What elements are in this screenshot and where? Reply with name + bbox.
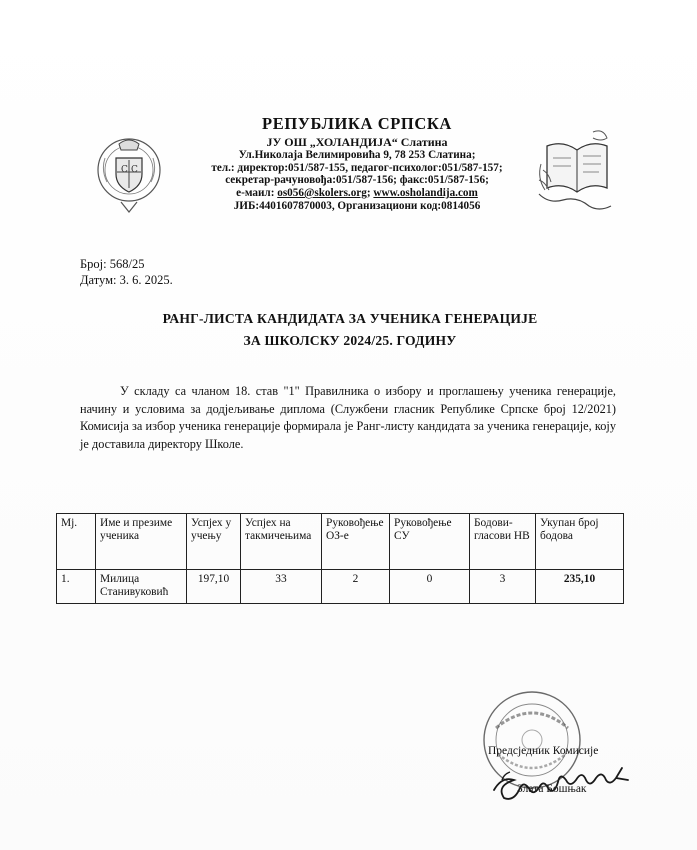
signature-name: Злата Бошњак — [517, 783, 587, 795]
col-name-header: Име и презиме ученика — [96, 514, 187, 570]
document-date: Датум: 3. 6. 2025. — [80, 273, 173, 287]
letterhead — [95, 110, 615, 225]
col-total-header: Укупан број бодова — [536, 514, 624, 570]
document-meta — [80, 256, 173, 288]
table-row — [57, 570, 624, 604]
school-ids: ЈИБ:4401607870003, Организациони код:0814056 — [233, 199, 481, 212]
website-link[interactable]: www.osholandija.com — [373, 186, 478, 199]
handwritten-signature-icon — [484, 750, 654, 810]
svg-text:С: С — [121, 165, 128, 175]
cell-competitions: 33 — [241, 570, 322, 604]
school-address: Ул.Николаја Велимировића 9, 78 253 Слатина; — [238, 149, 476, 162]
cell-oz: 2 — [322, 570, 390, 604]
body-paragraph: У складу са чланом 18. став "1" Правилника о избору и проглашењу ученика генерације, начину и условима за додјељивање диплома (Службени гласник Републике Српске број 12/2021) Комисија за избор ученика генерације формирала је Ранг-листу кандидата за ученика генерације, коју је доставила директору Школе. — [80, 384, 616, 451]
email-label: е-маил: — [236, 186, 278, 199]
letterhead-text — [177, 114, 537, 212]
school-name: ЈУ ОШ „ХОЛАНДИЈА“ Слатина — [266, 134, 448, 149]
col-su-header: Руковођење СУ — [390, 514, 470, 570]
col-rank-header: Мј. — [57, 514, 96, 570]
cell-nv: 3 — [470, 570, 536, 604]
table-header-row — [57, 514, 624, 570]
col-learning-header: Успјех у учењу — [187, 514, 241, 570]
col-competitions-header: Успјех на такмичењима — [241, 514, 322, 570]
cell-rank: 1. — [57, 570, 96, 604]
svg-text:С: С — [131, 165, 138, 175]
signature-role: Предсједник Комисије — [488, 745, 599, 757]
document-title — [80, 308, 620, 352]
school-phones-2: секретар-рачуновођа:051/587-156; факс:051/587-156; — [225, 174, 489, 187]
col-nv-header: Бодови-гласови НВ — [470, 514, 536, 570]
title-line-2: ЗА ШКОЛСКУ 2024/25. ГОДИНУ — [243, 333, 457, 348]
cell-name: Милица Станивуковић — [96, 570, 187, 604]
cell-learning: 197,10 — [187, 570, 241, 604]
col-oz-header: Руковођење ОЗ-е — [322, 514, 390, 570]
school-phones-1: тел.: директор:051/587-155, педагог-психолог:051/587-157; — [211, 161, 503, 174]
cell-su: 0 — [390, 570, 470, 604]
school-book-logo-icon — [533, 124, 615, 210]
email-separator: ; — [366, 186, 374, 199]
title-line-1: РАНГ-ЛИСТА КАНДИДАТА ЗА УЧЕНИКА ГЕНЕРАЦИЈЕ — [162, 311, 538, 326]
document-number: Број: 568/25 — [80, 257, 145, 271]
cell-total: 235,10 — [536, 570, 624, 604]
republic-title: РЕПУБЛИКА СРПСКА — [262, 114, 452, 133]
email-link[interactable]: os056@skolers.org — [277, 186, 367, 199]
republika-srpska-emblem-icon — [95, 128, 163, 218]
ranking-table — [56, 513, 624, 604]
school-contact-line — [177, 187, 537, 200]
